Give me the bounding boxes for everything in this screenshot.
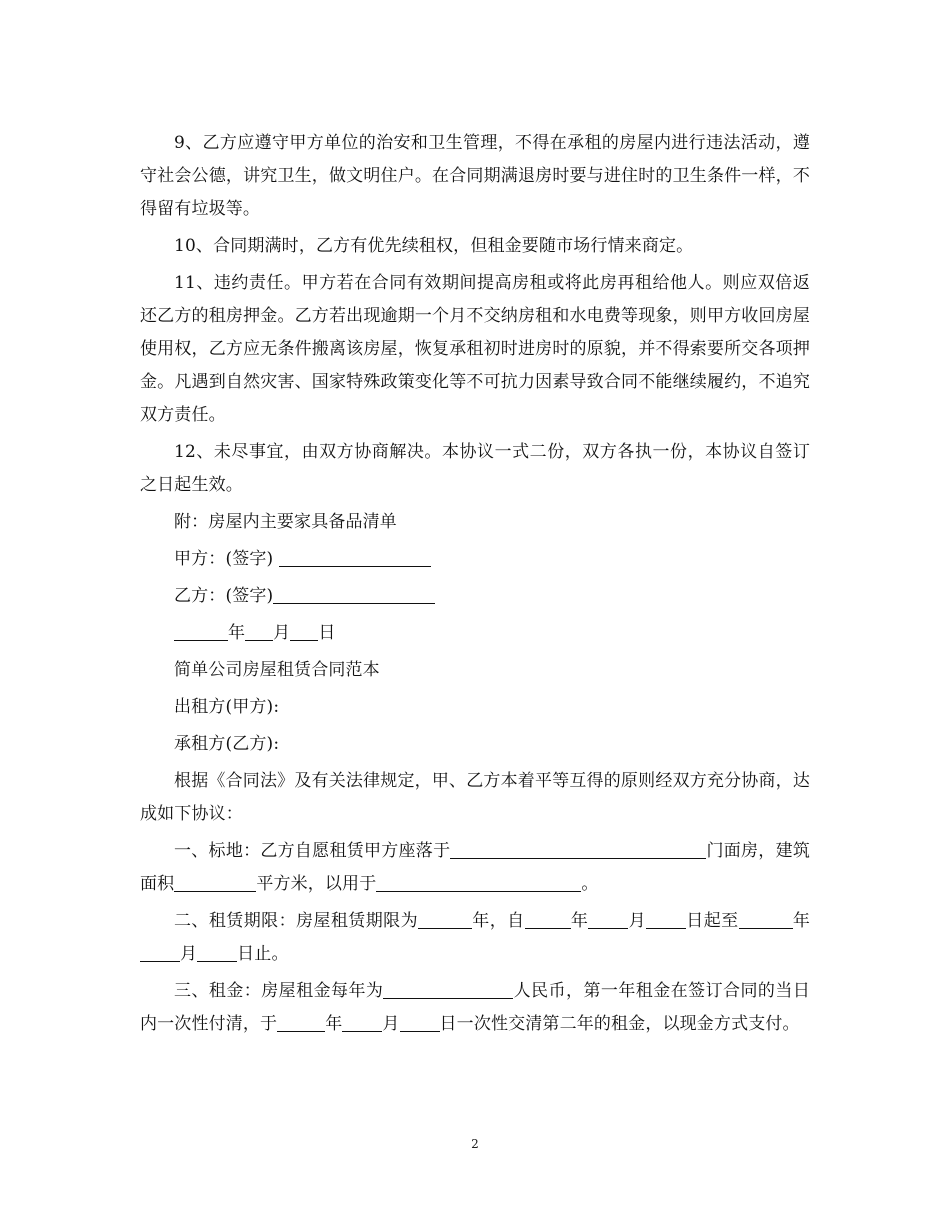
location-blank — [450, 840, 706, 859]
end-day-blank — [197, 943, 237, 962]
clause2-text-f: 年 — [792, 911, 811, 931]
clause3-text-a: 三、租金：房屋租金每年为 — [174, 981, 384, 1001]
party-b-sign-label: 乙方：(签字) — [174, 586, 274, 606]
clause-rent — [140, 975, 810, 1041]
term-years-blank — [418, 910, 472, 929]
clause-term — [140, 905, 810, 971]
clause-10: 10、合同期满时，乙方有优先续租权，但租金要随市场行情来商定。 — [174, 236, 694, 256]
party-a-sign-label: 甲方：(签字) — [174, 549, 274, 569]
party-b-sign-blank — [273, 585, 435, 604]
clause3-text-d: 月 — [382, 1014, 400, 1034]
pay-year-blank — [277, 1013, 325, 1032]
clause1-text-c: 平方米，以用于 — [256, 874, 377, 894]
pay-day-blank — [400, 1013, 440, 1032]
clause1-text-a: 一、标地：乙方自愿租赁甲方座落于 — [174, 841, 451, 861]
clause2-text-e: 日起至 — [686, 911, 739, 931]
clause2-text-b: 年，自 — [472, 911, 525, 931]
date-day-label: 日 — [318, 623, 336, 643]
pay-month-blank — [342, 1013, 382, 1032]
area-blank — [174, 873, 256, 892]
section-title: 简单公司房屋租赁合同范本 — [174, 660, 380, 680]
start-month-blank — [588, 910, 628, 929]
page-number: 2 — [471, 1137, 479, 1151]
lessor-line: 出租方(甲方): — [174, 697, 280, 717]
clause3-text-e: 日一次性交清第二年的租金，以现金方式支付。 — [439, 1014, 800, 1034]
year-blank — [174, 622, 228, 641]
clause2-text-d: 月 — [628, 911, 647, 931]
clause1-text-b: 门面房，建筑面积 — [140, 841, 810, 894]
clause2-text-c: 年 — [570, 911, 589, 931]
party-a-sign-blank — [279, 548, 431, 567]
month-blank — [245, 622, 273, 641]
party-a-signature-line — [140, 543, 810, 576]
clause2-text-g: 月 — [180, 944, 198, 964]
end-month-blank — [140, 943, 180, 962]
lessee-line: 承租方(乙方): — [174, 734, 280, 754]
clause-subject — [140, 835, 810, 901]
clause3-text-c: 年 — [325, 1014, 343, 1034]
clause-9: 9、乙方应遵守甲方单位的治安和卫生管理，不得在承租的房屋内进行违法活动，遵守社会公德，讲究卫生，做文明住户。在合同期满退房时要与进住时的卫生条件一样，不得留有垃圾等。 — [140, 133, 810, 219]
usage-blank — [376, 873, 581, 892]
rent-amount-blank — [383, 980, 513, 999]
clause2-text-h: 日止。 — [237, 944, 289, 964]
clause1-text-d: 。 — [581, 874, 599, 894]
clause2-text-a: 二、租赁期限：房屋租赁期限为 — [174, 911, 418, 931]
end-year-blank — [739, 910, 793, 929]
day-blank — [290, 622, 318, 641]
clause-11: 11、违约责任。甲方若在合同有效期间提高房租或将此房再租给他人。则应双倍返还乙方的租房押金。乙方若出现逾期一个月不交纳房租和水电费等现象，则甲方收回房屋使用权，乙方应无条件搬离该房屋，恢复承租初时进房时的原貌，并不得索要所交各项押金。凡遇到自然灾害、国家特殊政策变化等不可抗力因素导致合同不能继续履约，不追究双方责任。 — [140, 273, 810, 425]
party-b-signature-line — [140, 580, 810, 613]
date-month-label: 月 — [273, 623, 291, 643]
document-body — [140, 127, 810, 1045]
clause-12: 12、未尽事宜，由双方协商解决。本协议一式二份，双方各执一份，本协议自签订之日起生效。 — [140, 442, 810, 495]
clause3-text-b: 人民币，第一年租金在签订合同的当日内一次性付清，于 — [140, 981, 810, 1034]
date-year-label: 年 — [228, 623, 246, 643]
date-line — [140, 617, 810, 650]
start-year-blank — [525, 910, 571, 929]
attachment-note: 附：房屋内主要家具备品清单 — [174, 512, 397, 532]
start-day-blank — [646, 910, 686, 929]
legal-basis: 根据《合同法》及有关法律规定，甲、乙方本着平等互得的原则经双方充分协商，达成如下协议： — [140, 771, 810, 824]
